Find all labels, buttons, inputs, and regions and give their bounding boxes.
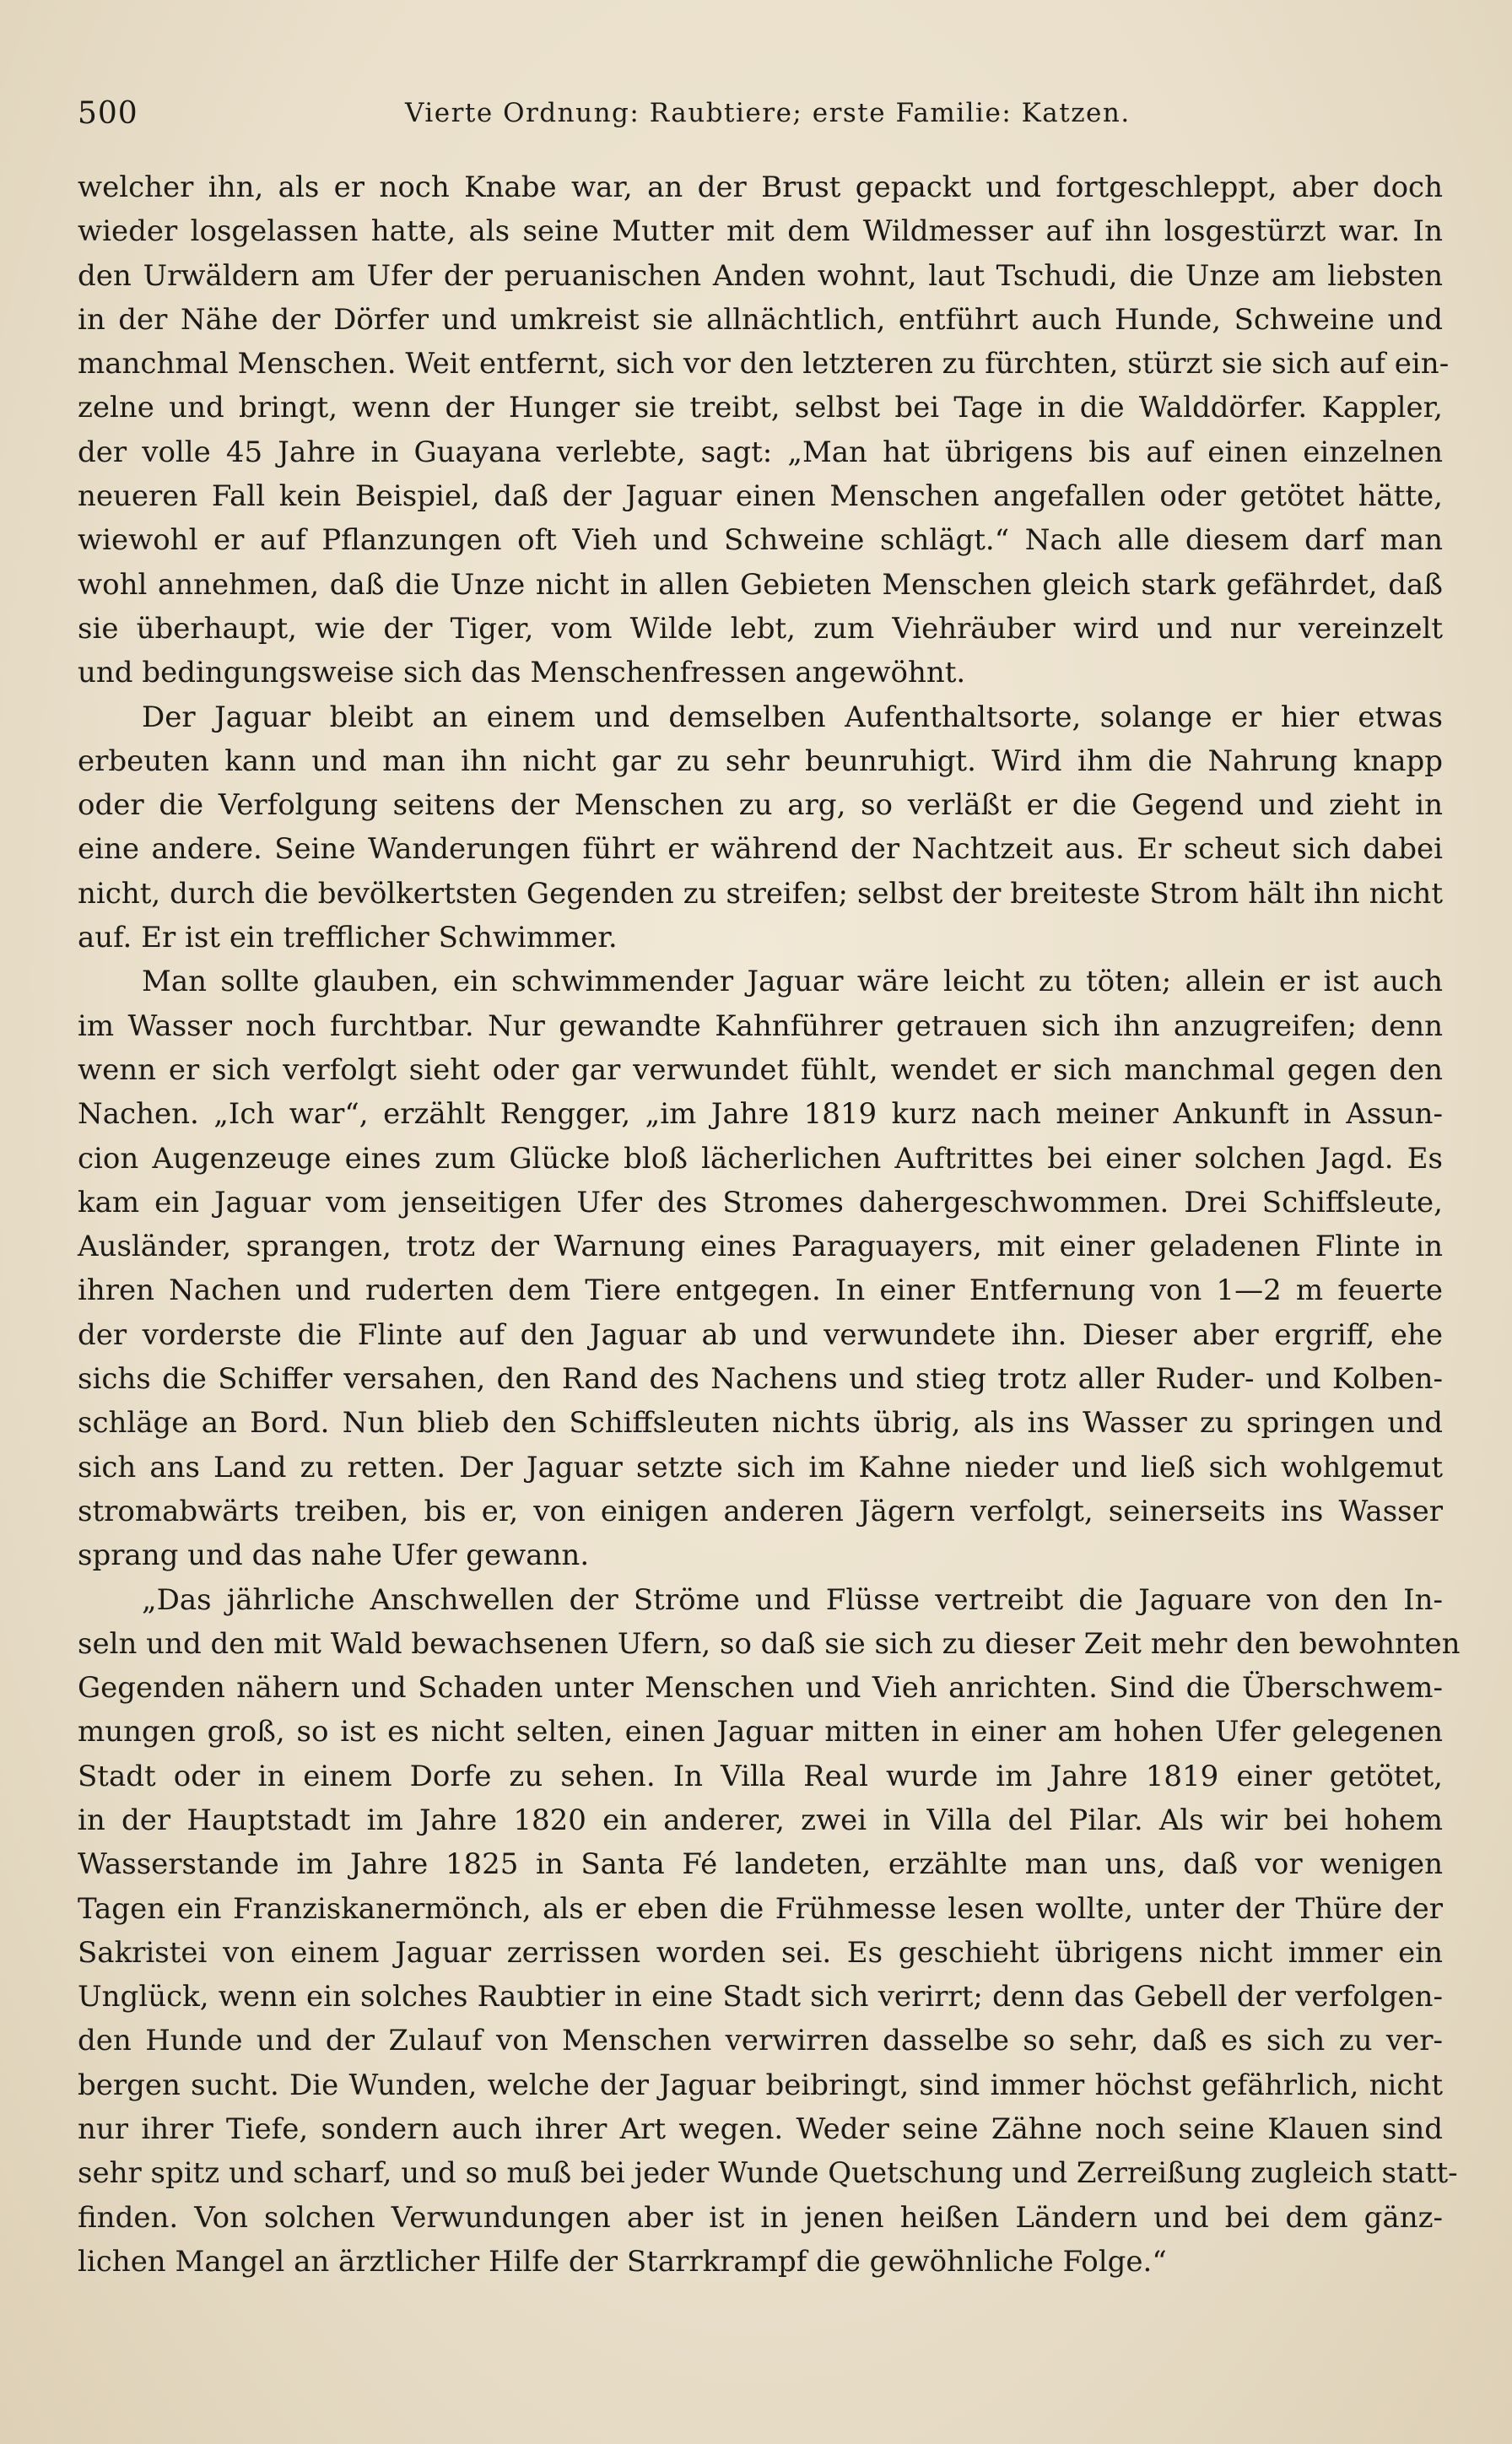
paragraph <box>78 695 1443 960</box>
text-line: sehr spitz und scharf, und so muß bei jeder Wunde Quetschung und Zerreißung zugleich statt- <box>78 2156 1458 2191</box>
text-line: wieder losgelassen hatte, als seine Mutter mit dem Wildmesser auf ihn losgestürzt war. In <box>78 214 1443 249</box>
running-head: Vierte Ordnung: Raubtiere; erste Familie: Katzen. <box>405 98 1131 128</box>
text-line: der vorderste die Flinte auf den Jaguar ab und verwundete ihn. Dieser aber ergriff, ehe <box>78 1317 1443 1352</box>
text-line: Gegenden nähern und Schaden unter Menschen und Vieh anrichten. Sind die Überschwem- <box>78 1671 1443 1706</box>
text-line: Der Jaguar bleibt an einem und demselben Aufenthaltsorte, solange er hier etwas <box>142 700 1443 734</box>
text-line: Stadt oder in einem Dorfe zu sehen. In Villa Real wurde im Jahre 1819 einer getötet, <box>78 1759 1443 1793</box>
text-line: neueren Fall kein Beispiel, daß der Jaguar einen Menschen angefallen oder getötet hätte, <box>78 479 1443 514</box>
paragraph <box>78 1578 1461 2284</box>
paragraph <box>78 960 1443 1577</box>
text-line: „Das jährliche Anschwellen der Ströme und Flüsse vertreibt die Jaguare von den In- <box>142 1582 1443 1617</box>
text-line: mungen groß, so ist es nicht selten, einen Jaguar mitten in einer am hohen Ufer gelegenen <box>78 1715 1443 1749</box>
text-line: seln und den mit Wald bewachsenen Ufern, so daß sie sich zu dieser Zeit mehr den bewohnten <box>78 1626 1461 1661</box>
text-line: lichen Mangel an ärztlicher Hilfe der Starrkrampf die gewöhnliche Folge.“ <box>78 2244 1167 2279</box>
text-line: erbeuten kann und man ihn nicht gar zu sehr beunruhigt. Wird ihm die Nahrung knapp <box>78 743 1443 778</box>
text-line: auf. Er ist ein trefflicher Schwimmer. <box>78 921 618 955</box>
text-line: Man sollte glauben, ein schwimmender Jaguar wäre leicht zu töten; allein er ist auch <box>142 965 1443 999</box>
text-line: Wasserstande im Jahre 1825 in Santa Fé landeten, erzählte man uns, daß vor wenigen <box>78 1847 1443 1882</box>
paragraph <box>78 165 1450 695</box>
text-line: manchmal Menschen. Weit entfernt, sich vor den letzteren zu fürchten, stürzt sie sich auf ein- <box>78 347 1450 381</box>
text-line: welcher ihn, als er noch Knabe war, an der Brust gepackt und fortgeschleppt, aber doch <box>78 170 1443 204</box>
text-line: cion Augenzeuge eines zum Glücke bloß lächerlichen Auftrittes bei einer solchen Jagd. Es <box>78 1141 1443 1176</box>
text-line: in der Hauptstadt im Jahre 1820 ein anderer, zwei in Villa del Pilar. Als wir bei hohem <box>78 1803 1443 1837</box>
text-line: eine andere. Seine Wanderungen führt er während der Nachtzeit aus. Er scheut sich dabei <box>78 832 1443 867</box>
text-line: und bedingungsweise sich das Menschenfressen angewöhnt. <box>78 656 966 690</box>
text-line: Nachen. „Ich war“, erzählt Rengger, „im Jahre 1819 kurz nach meiner Ankunft in Assun- <box>78 1097 1443 1132</box>
text-line: sichs die Schiffer versahen, den Rand des Nachens und stieg trotz aller Ruder- und Kolben- <box>78 1362 1443 1397</box>
text-line: Ausländer, sprangen, trotz der Warnung eines Paraguayers, mit einer geladenen Flinte in <box>78 1230 1443 1264</box>
text-line: Unglück, wenn ein solches Raubtier in eine Stadt sich verirrt; denn das Gebell der verfolgen- <box>78 1980 1443 2014</box>
text-line: im Wasser noch furchtbar. Nur gewandte Kahnführer getrauen sich ihn anzugreifen; denn <box>78 1008 1443 1043</box>
text-line: ihren Nachen und ruderten dem Tiere entgegen. In einer Entfernung von 1—2 m feuerte <box>78 1273 1443 1308</box>
text-line: den Hunde und der Zulauf von Menschen verwirren dasselbe so sehr, daß es sich zu ver- <box>78 2024 1443 2058</box>
text-line: finden. Von solchen Verwundungen aber ist in jenen heißen Ländern und bei dem gänz- <box>78 2200 1443 2235</box>
text-line: wenn er sich verfolgt sieht oder gar verwundet fühlt, wendet er sich manchmal gegen den <box>78 1052 1443 1087</box>
body-text <box>78 165 1461 2284</box>
text-line: den Urwäldern am Ufer der peruanischen Anden wohnt, laut Tschudi, die Unze am liebsten <box>78 258 1443 293</box>
text-line: Sakristei von einem Jaguar zerrissen worden sei. Es geschieht übrigens nicht immer ein <box>78 1935 1443 1970</box>
text-line: oder die Verfolgung seitens der Menschen zu arg, so verläßt er die Gegend und zieht in <box>78 788 1443 823</box>
text-line: sich ans Land zu retten. Der Jaguar setzte sich im Kahne nieder und ließ sich wohlgemut <box>78 1450 1443 1484</box>
text-line: schläge an Bord. Nun blieb den Schiffsleuten nichts übrig, als ins Wasser zu springen und <box>78 1406 1443 1441</box>
text-line: der volle 45 Jahre in Guayana verlebte, sagt: „Man hat übrigens bis auf einen einzelnen <box>78 435 1443 469</box>
page-header <box>78 91 1131 142</box>
text-line: sie überhaupt, wie der Tiger, vom Wilde lebt, zum Viehräuber wird und nur vereinzelt <box>78 611 1443 646</box>
page-number: 500 <box>78 96 138 131</box>
text-line: kam ein Jaguar vom jenseitigen Ufer des Stromes dahergeschwommen. Drei Schiffsleute, <box>78 1185 1443 1219</box>
text-line: bergen sucht. Die Wunden, welche der Jaguar beibringt, sind immer höchst gefährlich, nicht <box>78 2068 1443 2102</box>
text-line: nur ihrer Tiefe, sondern auch ihrer Art wegen. Weder seine Zähne noch seine Klauen sind <box>78 2112 1443 2147</box>
text-line: nicht, durch die bevölkertsten Gegenden zu streifen; selbst der breiteste Strom hält ihn nicht <box>78 876 1443 911</box>
text-line: stromabwärts treiben, bis er, von einigen anderen Jägern verfolgt, seinerseits ins Wasser <box>78 1494 1443 1528</box>
text-line: wiewohl er auf Pflanzungen oft Vieh und Schweine schlägt.“ Nach alle diesem darf man <box>78 523 1443 558</box>
text-line: Tagen ein Franziskanermönch, als er eben die Frühmesse lesen wollte, unter der Thüre der <box>78 1891 1443 1926</box>
text-line: in der Nähe der Dörfer und umkreist sie allnächtlich, entführt auch Hunde, Schweine und <box>78 302 1443 337</box>
text-line: wohl annehmen, daß die Unze nicht in allen Gebieten Menschen gleich stark gefährdet, daß <box>78 567 1443 602</box>
text-line: zelne und bringt, wenn der Hunger sie treibt, selbst bei Tage in die Walddörfer. Kappler, <box>78 391 1443 425</box>
text-line: sprang und das nahe Ufer gewann. <box>78 1538 590 1573</box>
